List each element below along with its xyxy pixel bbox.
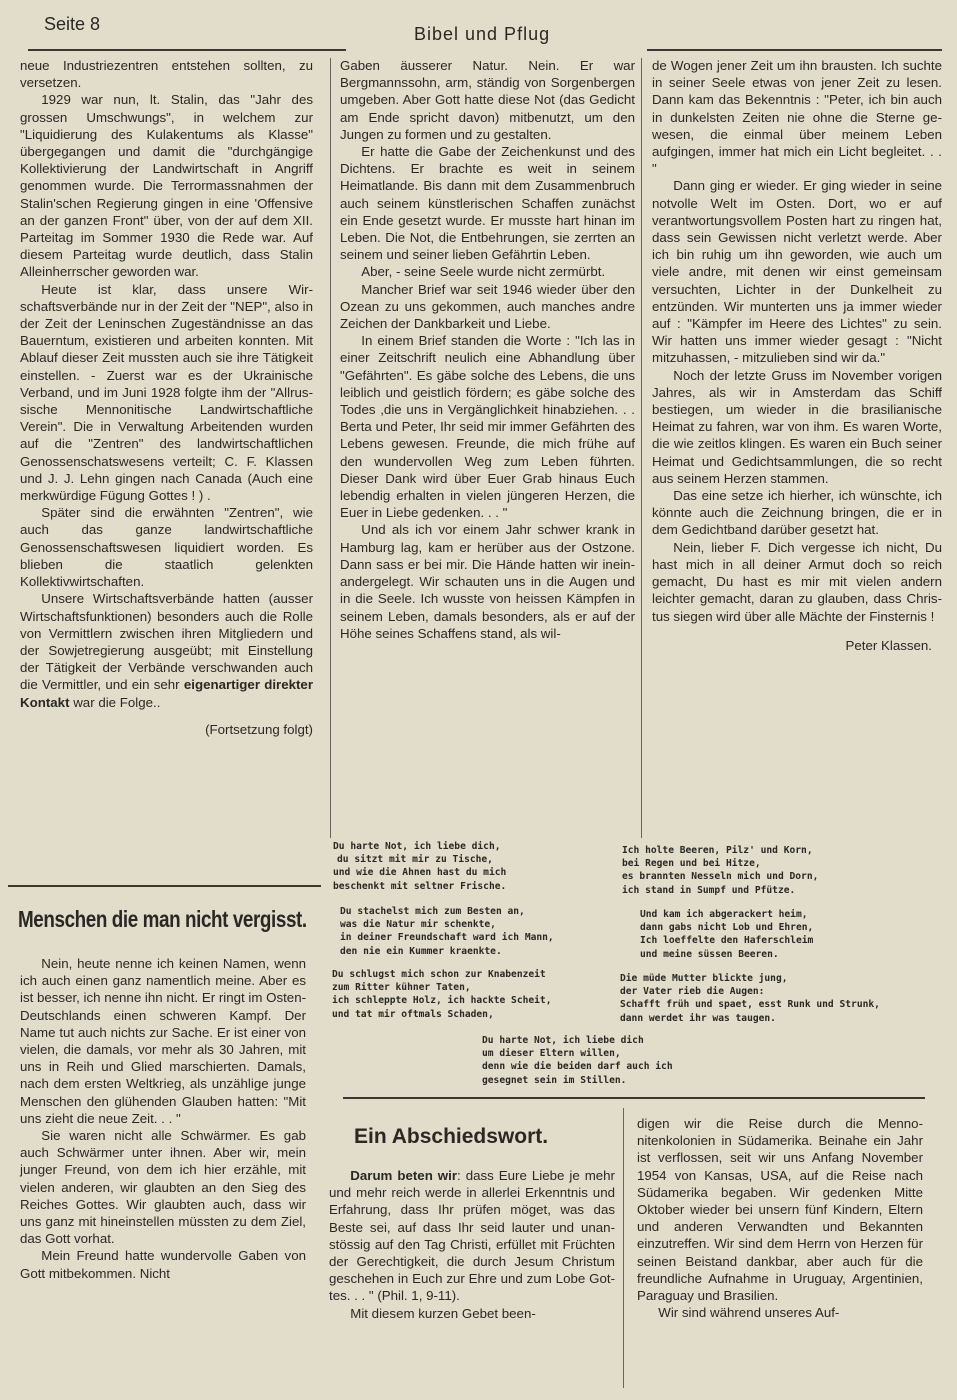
paragraph: de Wogen jener Zeit um ihn brausten. Ich suchte in seiner Seele etwas von jener Zeit zu lesen. Dann kam das Bekenntnis : "Peter, ich bin auch in dunkelsten Zeiten nie ohne die Sterne gewesen, die einmal über meinem Leben aufgingen, immer hat mich ein Licht begleitet. . . " (652, 58, 942, 177)
column-divider (330, 58, 331, 838)
poem-line: bei Regen und bei Hitze, (622, 858, 761, 870)
paragraph: Aber, - seine Seele wurde nicht zermürbt. (361, 264, 606, 280)
poem-line: Die müde Mutter blickte jung, (620, 973, 788, 984)
paragraph: neue Industriezentren entstehen sollten, zu versetzen. (20, 58, 313, 91)
column-3 (652, 57, 942, 654)
poem-line: Ich loeffelte den Haferschleim (640, 935, 814, 947)
paragraph-text: : dass Eure Liebe je mehr und mehr reich werde in allerlei Erkenntnis und Erfahrung, dass Ihr prüfen möget, was das Beste sei, auf dass Ihr seid lauter und unanstössig auf den Tag Christi, erfüllet mit Früchten der Gerechtigkeit, die durch Jesum Christum geschehen in Euch zur Ehre und zum Lobe Gottes. . . " (Phil. 1, 9-11). (329, 1168, 615, 1304)
paragraph: Nein, heute nenne ich keinen Namen, wenn ich auch einen ganz namentlich meine. Aber es ist besser, ich nenne ihn nicht. Er ringt im Osten-Deutschlands einen schweren Kampf. Der Name tut auch nichts zur Sache. Er ist einer von vielen, die damals, vor mehr als 30 Jahren, mit uns in Reih und Glied marschierten. Damals, nach dem ersten Weltkrieg, als unzählige junge Menschen den glühenden Glauben hatten: "Mit uns zieht die neue Zeit. . . " (20, 956, 307, 1126)
poem-line: Du harte Not, ich liebe dich, (333, 841, 501, 852)
paragraph: Sie waren nicht alle Schwärmer. Es gab auch Schwärmer unter ihnen. Aber wir, mein junger Freund, von dem ich hier erzähle, mit vielen anderen, wir glaubten an den Sieg des Reiches Gottes. Wir glaubten auch, dass wir uns ganz mit hineinstellen müssten zu dem Ziel, das Gott vorhat. (20, 1128, 306, 1247)
poem-final-stanza (482, 1034, 673, 1087)
poem-line: beschenkt mit seltner Frische. (333, 880, 507, 892)
column-1 (20, 57, 313, 738)
poem-line: und wie die Ahnen hast du mich (333, 867, 507, 879)
paragraph-text: war die Folge.. (73, 694, 161, 710)
paragraph: Mancher Brief war seit 1946 wieder über den Ozean zu uns gekommen, auch manches andre Zeichen der Dankbarkeit und Liebe. (340, 281, 635, 332)
poem-line: in deiner Freundschaft ward ich Mann, (340, 932, 554, 944)
paragraph: 1929 war nun, lt. Stalin, das "Jahr des grossen Umschwungs", in welchem zur "Liquidierung des Kulakentums als Klasse" übergegangen und damit die "durchgängige Kollektivierung der Landwirtschaft in Angriff genommen wurde. Die Terrormassnahmen der Stalin'schen Regierung gingen in eine 'Offensive an der ganzen Front" über, von der auf dem XII. Parteitag im Sommer 1930 die Rede war. Auf diesem Parteitag wurde deutlich, dass Stalin Alleinherrscher geworden war. (20, 92, 313, 280)
paragraph: Nein, lieber F. Dich vergesse ich nicht, Du hast mich in all deiner Armut doch so reich gemacht, Du hast es mir mit vielen andern leichter gemacht, daran zu glauben, dass Christus siegen wird über alle Mächte der Finsternis ! (652, 539, 942, 624)
poem-right-stanza (640, 908, 813, 961)
poem-line: der Vater rieb die Augen: (620, 986, 765, 998)
bold-phrase: eigenartiger direkter Kontakt (20, 677, 314, 710)
poem-line: um dieser Eltern willen, (482, 1048, 621, 1060)
poem-line: es brannten Nesseln mich und Dorn, (622, 871, 819, 883)
paragraph: Gaben äusserer Natur. Nein. Er war Bergmannssohn, arm, ständig von Sorgenbergen umgeben. Aber Gott hatte diese Not (das Gedicht am Ende spricht davon) mitbenutzt, um den Jungen zu formen und zu gestalten. (340, 58, 635, 142)
column-divider (623, 1108, 624, 1388)
article-headline: Menschen die man nicht vergisst. (18, 906, 307, 932)
poem-line: gesegnet sein im Stillen. (482, 1074, 627, 1086)
poem-line: du sitzt mit mir zu Tische, (337, 854, 493, 866)
poem-line: denn wie die beiden darf auch ich (482, 1061, 673, 1073)
poem-right-stanza (620, 972, 880, 1025)
paragraph: Dann ging er wieder. Er ging wieder in seine notvolle Welt im Osten. Dort, wo er auf verantwortungsvollem Posten hart zu ringen hat, dass sein Gewissen nicht verletzt werde. Aber ich bin ruhig um ihn geworden, wie auch um viele andre, mit denen wir einst gemeinsam versuchten, Lichter in der Dunkelheit zu entzünden. Wir munterten uns ja immer wieder auf : "Kämpfer im Heere des Lichtes" zu sein. Wir hatten uns immer wieder gesagt : "Nicht mitzuhassen, - mitzulieben sind wir da." (652, 178, 942, 366)
section-rule (343, 1097, 925, 1099)
paragraph: Und als ich vor einem Jahr schwer krank in Hamburg lag, kam er herüber aus der Ostzone. Dann sass er bei mir. Die Hände hatten wir ineinandergelegt. Wir schauten uns in die Augen und in die Seele. Ich wusste von heissen Kämpfen in seinem Leben, damals besonders, als er auf der Höhe seines Schaffens stand, als wil- (340, 522, 635, 641)
page-number: Seite 8 (44, 14, 101, 34)
poem-left-stanza (340, 905, 554, 958)
article-headline: Ein Abschiedswort. (354, 1125, 549, 1148)
poem-line: Und kam ich abgerackert heim, (640, 909, 808, 920)
paragraph: Wir sind während unseres Auf- (658, 1305, 840, 1321)
signature: Peter Klassen. (845, 637, 932, 653)
poem-line: den nie ein Kummer kraenkte. (340, 945, 502, 957)
poem-line: was die Natur mir schenkte, (340, 919, 496, 931)
poem-line: Du schlugst mich schon zur Knabenzeit (332, 969, 546, 980)
paragraph: Später sind die erwähnten "Zentren", wie auch das ganze landwirtschaftliche Genossenschaftswesen liquidiert worden. Es blieben die staatlich gelenkten Kollektivwirtschaften. (20, 505, 313, 590)
paragraph: Heute ist klar, dass unsere Wirschaftsverbände nur in der Zeit der "NEP", also in der Zeit der Leninschen Zugeständnisse an das Bauerntum, existieren und arbeiten konnten. Mit Ablauf dieser Zeit mussten auch sie ihre Tätigkeit einstellen. - Zuerst war es der Ukrainische Verband, und im Juni 1928 folgte ihm der "Allrussische Mennonitische Landwirtschaftliche Verein". Die in Verwaltung Arbeitenden wurden auf die "Zentren" des landwirtschaftlichen Genossenschatswesens verteilt; C. F. Klassen und J. J. Lehn gingen nach Canada (Auch eine merkwürdige Fügung Gottes ! ) . (20, 281, 313, 504)
poem-right-stanza (622, 844, 818, 897)
paragraph: Mit diesem kurzen Gebet been- (350, 1305, 536, 1321)
paragraph: Mein Freund hatte wundervolle Gaben von Gott mitbekommen. Nicht (20, 1248, 306, 1281)
section-rule (8, 885, 321, 887)
paragraph-text: Unsere Wirtschaftsverbände hatten (ausser Wirtschaftsfunktionen) besonders auch die Rolle von Vermittlern zwischen ihren Mitgliedern und der Sowjetregierung ausgeübt; mit Einstellung der Tätigkeit der Verbände verschwanden auch die Vermittler, und ein sehr (20, 591, 313, 693)
poem-line: ich stand in Sumpf und Pfütze. (622, 884, 796, 896)
continued-note: (Fortsetzung folgt) (205, 721, 313, 737)
poem-line: Schafft früh und spaet, esst Runk und Strunk, (620, 999, 880, 1011)
poem-line: dann werdet ihr was taugen. (620, 1012, 776, 1024)
column-divider (641, 58, 642, 838)
poem-line: ich schleppte Holz, ich hackte Scheit, (332, 995, 552, 1007)
poem-line: und meine süssen Beeren. (640, 948, 779, 960)
publication-title: Bibel und Pflug (414, 24, 551, 44)
poem-line: dann gabs nicht Lob und Ehren, (640, 922, 814, 934)
article-body (329, 1167, 615, 1322)
paragraph: Das eine setze ich hierher, ich wünschte, ich könnte auch die Zeichnung bringen, die er in dem Gedichtband darüber gesetzt hat. (652, 488, 942, 538)
header-rule-right (647, 49, 942, 51)
poem-left-stanza (332, 968, 552, 1021)
poem-line: Ich holte Beeren, Pilz' und Korn, (622, 845, 813, 856)
article-body (20, 955, 306, 1282)
article-body (637, 1115, 923, 1321)
poem-line: Du stachelst mich zum Besten an, (340, 906, 525, 917)
bold-phrase: Darum beten wir (350, 1168, 458, 1183)
column-2 (340, 57, 635, 642)
paragraph: Er hatte die Gabe der Zeichenkunst und des Dichtens. Er brachte es weit in seinem Heimatlande. Bis dann mit dem Zusammenbruch auch seinem künstlerischen Schaffen zunächst ein Ende gesetzt wurde. Er musste hart hinan im Leben. Die Not, die Entbehrungen, sie zerrten an seinem und seiner lieben Gefährtin Leben. (340, 144, 635, 263)
paragraph: Noch der letzte Gruss im November vorigen Jahres, als wir in Amsterdam das Schiff bestiegen, um wieder in die brasilianische Heimat zu fahren, war von ihm. Es waren Worte, die wie zeitlos klingen. Es waren ein Buch seiner Heimat und Gedichtsammlungen, die so recht aus seinem Herzen stammen. (652, 367, 942, 486)
paragraph: In einem Brief standen die Worte : "Ich las in einer Zeitschrift neulich eine Abhandlung über "Gefährten". Es gäbe solche des Lebens, die uns leiblich und geistlich fördern; es gäbe solche des Todes ,die uns in Vergänglichkeit hinabziehen. . . Berta und Peter, Ihr seid mir immer Gefährten des Lebens gewesen. Freunde, die mich frühe auf den wundervollen Weg zum Leben führten. Dieser Dank wird über Euer Grab hinaus Euch lebendig erhalten in vielen jüngeren Herzen, die Euer in Liebe gedenken. . . " (340, 333, 635, 521)
poem-left-stanza (333, 840, 506, 893)
paragraph (20, 590, 313, 710)
paragraph: digen wir die Reise durch die Mennonitenkolonien in Südamerika. Beinahe ein Jahr ist verflossen, seit wir uns Anfang November 1954 von Kansas, USA, auf die Reise nach Südamerika begaben. Wir gedenken Mitte Oktober wieder bei unsern fünf Kindern, Eltern und anderen Verwandten und Bekannten einzutreffen. Wir sind dem Herrn von Herzen für seinen Beistand dankbar, aber auch für die freundliche Aufnahme in Uruguay, Argentinien, Paraguay und Brasilien. (637, 1116, 923, 1304)
poem-line: und tat mir oftmals Schaden, (332, 1008, 494, 1020)
poem-line: zum Ritter kühner Taten, (332, 982, 471, 994)
paragraph (329, 1167, 615, 1305)
header-rule-left (28, 49, 346, 51)
poem-line: Du harte Not, ich liebe dich (482, 1035, 644, 1046)
